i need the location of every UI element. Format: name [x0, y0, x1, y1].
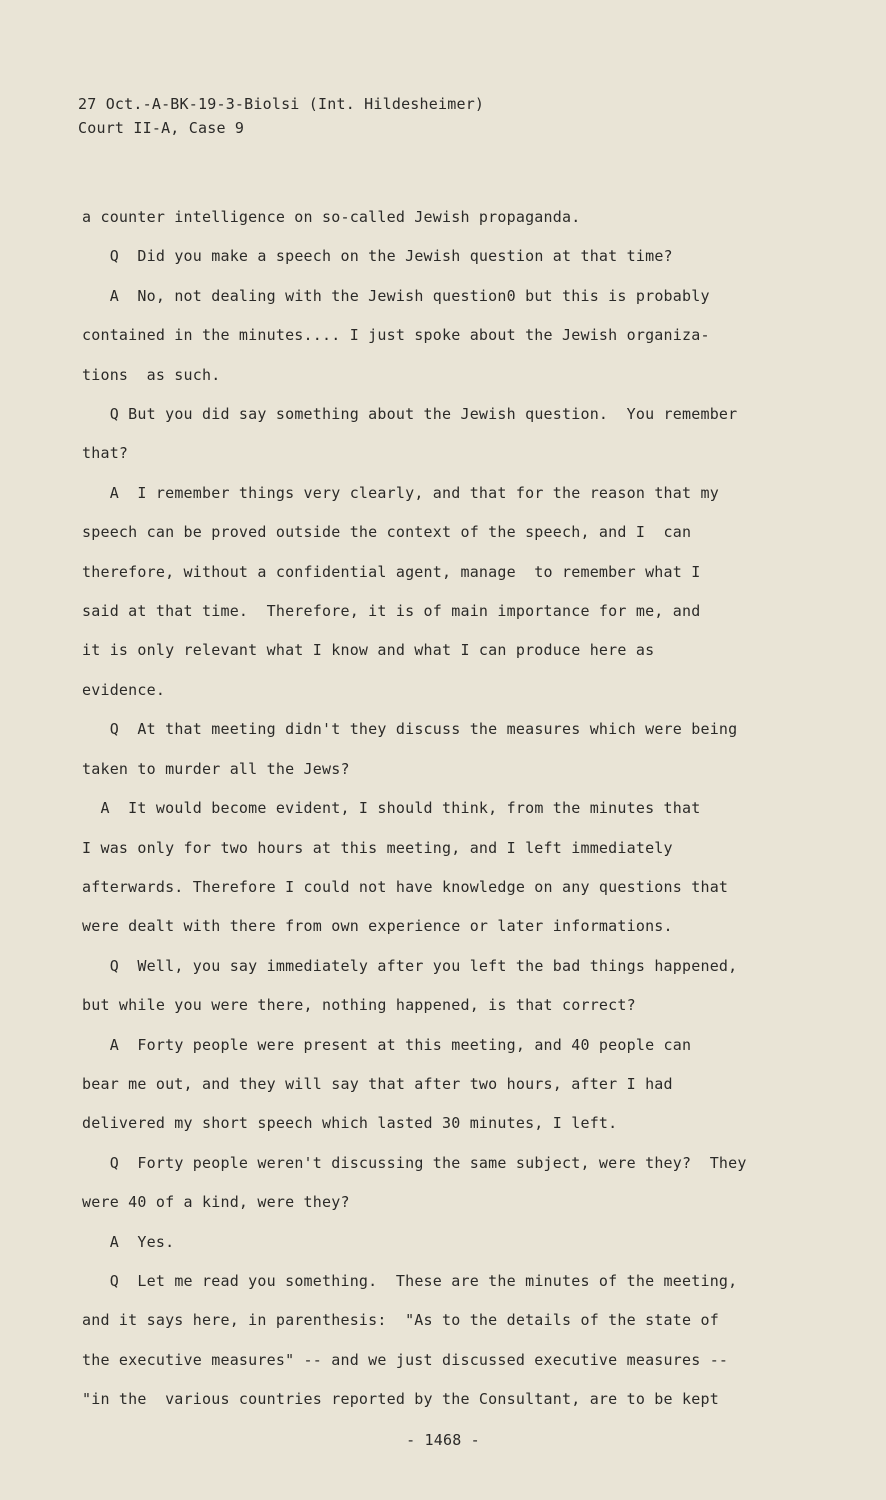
transcript-line: A Forty people were present at this meeting, and 40 people can	[82, 1035, 692, 1054]
transcript-line: Q But you did say something about the Jewish question. You remember	[82, 405, 738, 424]
transcript-line: said at that time. Therefore, it is of main importance for me, and	[82, 602, 701, 621]
transcript-line: A No, not dealing with the Jewish question0 but this is probably	[82, 286, 710, 305]
transcript-line: Q Let me read you something. These are the minutes of the meeting,	[82, 1271, 738, 1290]
transcript-line: were dealt with there from own experience or later informations.	[82, 917, 673, 936]
transcript-line: speech can be proved outside the context of the speech, and I can	[82, 523, 692, 542]
header-court-line: Court II-A, Case 9	[78, 119, 245, 137]
transcript-body	[82, 198, 782, 1420]
transcript-line: Q Well, you say immediately after you left the bad things happened,	[82, 956, 738, 975]
transcript-line: it is only relevant what I know and what I can produce here as	[82, 641, 655, 660]
transcript-line: Q Forty people weren't discussing the same subject, were they? They	[82, 1153, 747, 1172]
document-header	[78, 92, 484, 140]
transcript-line: afterwards. Therefore I could not have knowledge on any questions that	[82, 877, 729, 896]
transcript-line: bear me out, and they will say that after two hours, after I had	[82, 1074, 673, 1093]
page-number: - 1468 -	[406, 1431, 480, 1449]
transcript-line: A Yes.	[82, 1232, 175, 1251]
transcript-line: "in the various countries reported by the Consultant, are to be kept	[82, 1390, 719, 1409]
transcript-line: the executive measures" -- and we just discussed executive measures --	[82, 1350, 729, 1369]
header-reference-line: 27 Oct.-A-BK-19-3-Biolsi (Int. Hildesheimer)	[78, 95, 485, 113]
transcript-line: but while you were there, nothing happened, is that correct?	[82, 996, 636, 1015]
transcript-line: Q Did you make a speech on the Jewish question at that time?	[82, 247, 673, 266]
transcript-line: A It would become evident, I should think, from the minutes that	[82, 799, 701, 818]
transcript-line: that?	[82, 444, 129, 463]
transcript-line: a counter intelligence on so-called Jewish propaganda.	[82, 208, 581, 226]
transcript-line: therefore, without a confidential agent, manage to remember what I	[82, 562, 701, 581]
transcript-line: contained in the minutes.... I just spoke about the Jewish organiza-	[82, 326, 710, 345]
transcript-line: and it says here, in parenthesis: "As to the details of the state of	[82, 1311, 719, 1330]
transcript-line: taken to murder all the Jews?	[82, 759, 350, 778]
transcript-line: Q At that meeting didn't they discuss the measures which were being	[82, 720, 738, 739]
transcript-line: delivered my short speech which lasted 30 minutes, I left.	[82, 1114, 618, 1133]
transcript-line: tions as such.	[82, 365, 221, 384]
transcript-line: evidence.	[82, 680, 166, 699]
transcript-line: I was only for two hours at this meeting, and I left immediately	[82, 838, 673, 857]
transcript-line: were 40 of a kind, were they?	[82, 1193, 350, 1212]
transcript-line: A I remember things very clearly, and that for the reason that my	[82, 483, 719, 502]
